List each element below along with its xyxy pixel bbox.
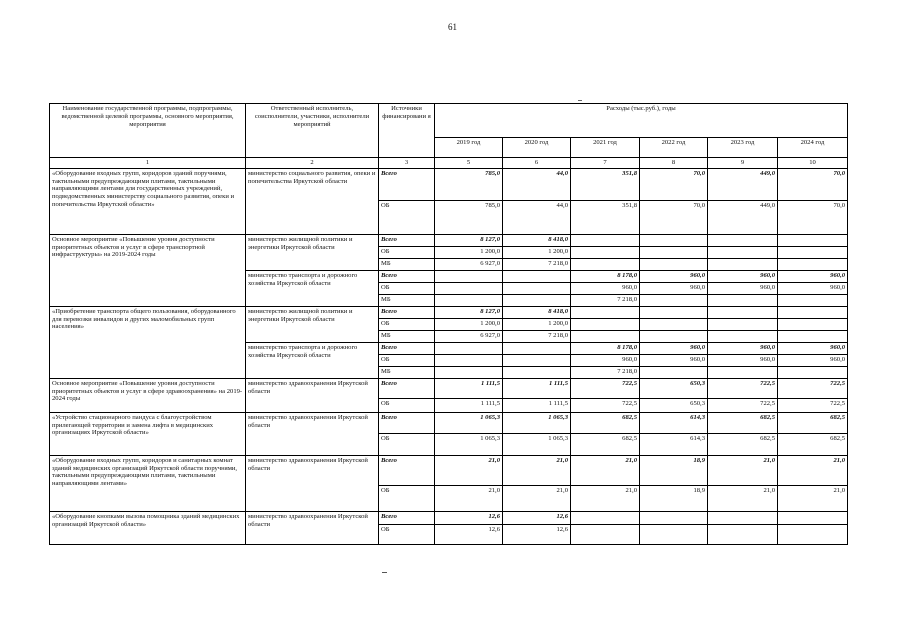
value-cell [708,524,778,544]
value-cell: 682,5 [778,412,848,433]
value-cell: 8 178,0 [571,270,640,282]
funding-source: ОБ [379,524,435,544]
header-executor: Ответственный исполнитель, соисполнители, участники, исполнители мероприятий [246,104,379,158]
value-cell [435,270,503,282]
executor: министерство транспорта и дорожного хозяйства Иркутской области [246,270,379,306]
funding-source: Всего [379,412,435,433]
measure-name: Основное мероприятие «Повышение уровня доступности приоритетных объектов и услуг в сфере транспортной инфраструктуры» на 2019-2024 годы [50,234,246,306]
value-cell [640,306,708,318]
value-cell: 650,3 [640,378,708,398]
value-cell [503,270,571,282]
value-cell: 960,0 [778,270,848,282]
value-cell [435,366,503,378]
value-cell: 960,0 [640,354,708,366]
value-cell [571,330,640,342]
funding-source: ОБ [379,246,435,258]
header-expenses: Расходы (тыс.руб.), годы [435,104,848,138]
value-cell: 722,5 [571,378,640,398]
value-cell [778,294,848,306]
column-number: 6 [503,158,571,169]
value-cell: 650,3 [640,398,708,412]
header-year: 2021 год [571,138,640,158]
value-cell: 12,6 [503,524,571,544]
value-cell: 722,5 [571,398,640,412]
value-cell [778,366,848,378]
value-cell: 1 200,0 [435,246,503,258]
measure-name: «Оборудование кнопками вызова помощника зданий медицинских организаций Иркутской области» [50,511,246,544]
value-cell: 682,5 [571,433,640,455]
header-name: Наименование государственной программы, подпрограммы, ведомственной целевой программы, основного мероприятия, мероприятия [50,104,246,158]
value-cell: 8 418,0 [503,234,571,246]
value-cell [571,306,640,318]
value-cell: 18,9 [640,455,708,485]
value-cell: 722,5 [708,398,778,412]
value-cell: 21,0 [708,455,778,485]
value-cell: 21,0 [708,485,778,511]
value-cell [435,282,503,294]
value-cell [435,294,503,306]
value-cell: 21,0 [778,455,848,485]
executor: министерство жилищной политики и энергетики Иркутской области [246,234,379,270]
funding-source: Всего [379,511,435,524]
value-cell [640,524,708,544]
value-cell [571,234,640,246]
value-cell: 70,0 [640,168,708,200]
value-cell: 960,0 [640,342,708,354]
funding-source: ОБ [379,354,435,366]
value-cell: 1 065,3 [503,433,571,455]
funding-source: Всего [379,342,435,354]
value-cell: 1 065,3 [435,433,503,455]
value-cell: 682,5 [571,412,640,433]
column-number: 9 [708,158,778,169]
value-cell: 12,6 [503,511,571,524]
value-cell: 960,0 [571,282,640,294]
value-cell [571,318,640,330]
value-cell: 44,0 [503,168,571,200]
value-cell: 960,0 [640,270,708,282]
funding-source: Всего [379,306,435,318]
header-year: 2020 год [503,138,571,158]
header-year: 2024 год [778,138,848,158]
executor: министерство здравоохранения Иркутской области [246,378,379,412]
value-cell: 351,8 [571,168,640,200]
value-cell [708,306,778,318]
measure-name: «Оборудование входных групп, коридоров зданий поручнями, тактильными предупреждающими плитами, тактильными направляющими лентами для государственных учреждений, подведомственных министерству социального развития, опеки и попечительства Иркутской области» [50,168,246,234]
table-row [50,511,848,524]
header-source: Источники финансировани я [379,104,435,158]
column-number: 10 [778,158,848,169]
value-cell: 7 218,0 [571,294,640,306]
scan-speck [578,100,582,101]
funding-source: МБ [379,294,435,306]
column-number: 3 [379,158,435,169]
funding-source: ОБ [379,433,435,455]
executor: министерство здравоохранения Иркутской области [246,412,379,455]
value-cell [503,342,571,354]
value-cell [708,246,778,258]
value-cell: 960,0 [640,282,708,294]
funding-source: ОБ [379,318,435,330]
column-number: 2 [246,158,379,169]
value-cell: 12,6 [435,511,503,524]
value-cell: 70,0 [778,168,848,200]
table-row [50,378,848,398]
funding-source: Всего [379,168,435,200]
value-cell [640,246,708,258]
header-year: 2019 год [435,138,503,158]
value-cell: 21,0 [435,485,503,511]
funding-source: МБ [379,330,435,342]
value-cell [571,524,640,544]
value-cell: 21,0 [778,485,848,511]
value-cell [708,258,778,270]
value-cell [778,318,848,330]
value-cell: 449,0 [708,200,778,234]
executor: министерство здравоохранения Иркутской области [246,511,379,544]
value-cell: 722,5 [778,378,848,398]
value-cell: 70,0 [778,200,848,234]
value-cell [640,234,708,246]
value-cell: 682,5 [708,412,778,433]
value-cell: 12,6 [435,524,503,544]
measure-name: «Приобретение транспорта общего пользования, оборудованного для перевозки инвалидов и других маломобильных групп населения» [50,306,246,378]
value-cell: 960,0 [778,282,848,294]
value-cell: 785,0 [435,168,503,200]
value-cell [708,511,778,524]
funding-source: ОБ [379,200,435,234]
value-cell: 1 111,5 [435,378,503,398]
column-number: 8 [640,158,708,169]
value-cell [640,366,708,378]
value-cell [778,258,848,270]
measure-name: «Устройство стационарного пандуса с благоустройством прилегающей территории и замена лифта в медицинских организациях Иркутской области» [50,412,246,455]
value-cell: 785,0 [435,200,503,234]
value-cell: 722,5 [778,398,848,412]
value-cell [503,282,571,294]
value-cell: 960,0 [778,354,848,366]
value-cell: 7 218,0 [503,258,571,270]
value-cell [571,258,640,270]
value-cell: 1 200,0 [435,318,503,330]
value-cell: 960,0 [708,282,778,294]
value-cell: 1 200,0 [503,318,571,330]
value-cell [708,294,778,306]
funding-source: МБ [379,258,435,270]
value-cell: 722,5 [708,378,778,398]
table-row [50,412,848,433]
value-cell [708,330,778,342]
table-row [50,306,848,318]
funding-source: ОБ [379,282,435,294]
value-cell [778,524,848,544]
value-cell: 960,0 [708,342,778,354]
value-cell: 960,0 [708,270,778,282]
value-cell: 7 218,0 [571,366,640,378]
value-cell: 682,5 [778,433,848,455]
value-cell: 21,0 [571,455,640,485]
value-cell [778,330,848,342]
value-cell: 21,0 [435,455,503,485]
funding-source: Всего [379,270,435,282]
value-cell: 1 065,3 [435,412,503,433]
value-cell: 960,0 [708,354,778,366]
table-row [50,168,848,200]
value-cell: 8 418,0 [503,306,571,318]
executor: министерство здравоохранения Иркутской области [246,455,379,511]
value-cell: 8 178,0 [571,342,640,354]
value-cell: 18,9 [640,485,708,511]
executor: министерство социального развития, опеки и попечительства Иркутской области [246,168,379,234]
table-row [50,234,848,246]
value-cell [640,258,708,270]
value-cell [435,342,503,354]
value-cell [571,511,640,524]
value-cell [778,306,848,318]
value-cell [708,234,778,246]
value-cell [503,354,571,366]
value-cell [640,511,708,524]
value-cell: 1 065,3 [503,412,571,433]
value-cell: 8 127,0 [435,306,503,318]
value-cell [640,330,708,342]
value-cell [640,318,708,330]
value-cell [435,354,503,366]
funding-source: ОБ [379,398,435,412]
header-year: 2022 год [640,138,708,158]
value-cell: 70,0 [640,200,708,234]
value-cell: 1 200,0 [503,246,571,258]
value-cell [503,366,571,378]
value-cell: 449,0 [708,168,778,200]
value-cell [503,294,571,306]
table-row [50,455,848,485]
executor: министерство транспорта и дорожного хозяйства Иркутской области [246,342,379,378]
value-cell: 1 111,5 [503,398,571,412]
funding-source: Всего [379,455,435,485]
value-cell [640,294,708,306]
measure-name: «Оборудование входных групп, коридоров и санитарных комнат зданий медицинских организаций Иркутской области поручнями, тактильными предупреждающими плитами, тактильными направляющими лентами» [50,455,246,511]
value-cell: 682,5 [708,433,778,455]
value-cell: 614,3 [640,433,708,455]
value-cell [778,246,848,258]
value-cell: 960,0 [778,342,848,354]
value-cell: 1 111,5 [503,378,571,398]
value-cell [571,246,640,258]
value-cell [708,318,778,330]
value-cell [778,511,848,524]
funding-source: ОБ [379,485,435,511]
value-cell: 351,8 [571,200,640,234]
value-cell: 44,0 [503,200,571,234]
value-cell: 960,0 [571,354,640,366]
funding-source: Всего [379,234,435,246]
value-cell: 6 927,0 [435,258,503,270]
funding-source: МБ [379,366,435,378]
value-cell: 614,3 [640,412,708,433]
measure-name: Основное мероприятие «Повышение уровня доступности приоритетных объектов и услуг в сфере здравоохранения» на 2019-2024 годы [50,378,246,412]
executor: министерство жилищной политики и энергетики Иркутской области [246,306,379,342]
column-number: 5 [435,158,503,169]
value-cell: 7 218,0 [503,330,571,342]
header-year: 2023 год [708,138,778,158]
value-cell: 8 127,0 [435,234,503,246]
scan-speck [382,572,387,573]
value-cell [778,234,848,246]
value-cell: 6 927,0 [435,330,503,342]
value-cell: 21,0 [503,455,571,485]
budget-table [49,103,848,545]
column-number: 7 [571,158,640,169]
value-cell: 1 111,5 [435,398,503,412]
page-number: 61 [448,22,457,32]
column-number: 1 [50,158,246,169]
funding-source: Всего [379,378,435,398]
value-cell: 21,0 [571,485,640,511]
value-cell: 21,0 [503,485,571,511]
value-cell [708,366,778,378]
